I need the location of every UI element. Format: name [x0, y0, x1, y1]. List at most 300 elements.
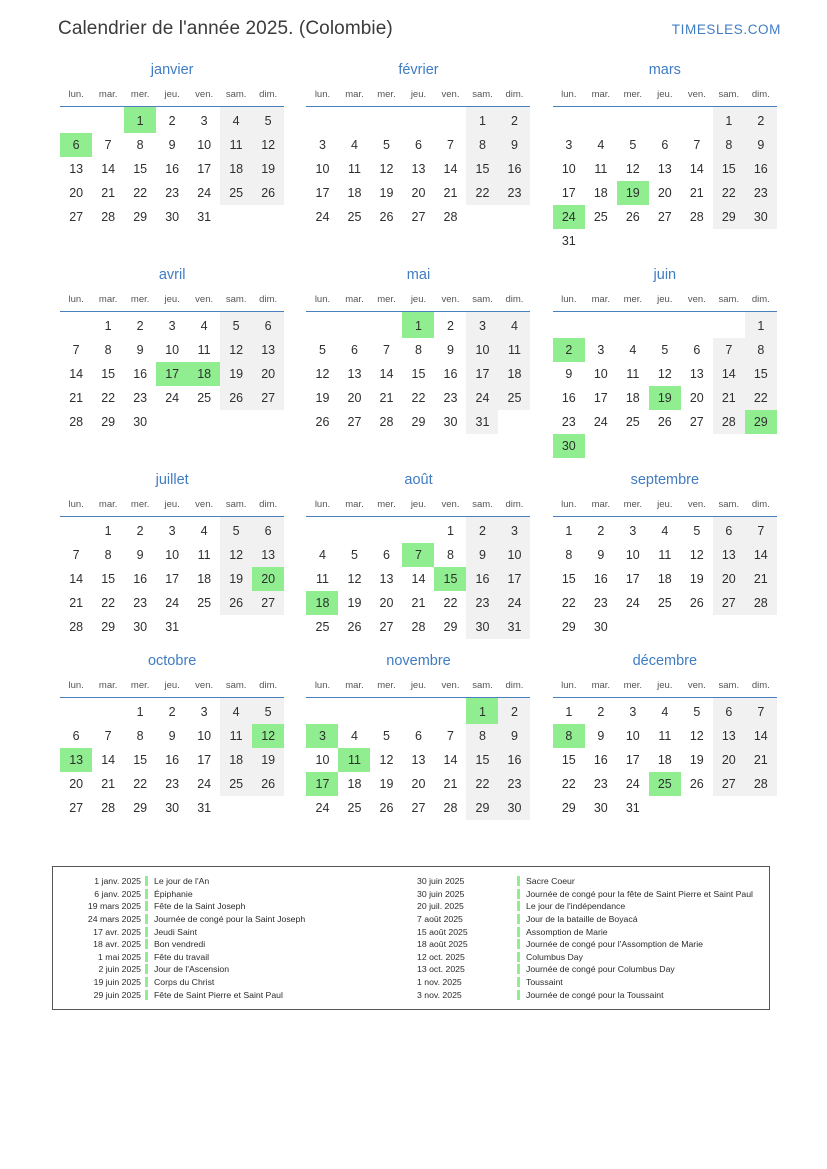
day-cell[interactable]: 8 — [745, 338, 777, 362]
day-cell[interactable]: 6 — [415, 729, 422, 743]
day-cell[interactable]: 22 — [133, 777, 148, 791]
day-cell[interactable]: 31 — [197, 210, 212, 224]
day-cell[interactable]: 12 — [625, 162, 640, 176]
day-cell[interactable]: 25 — [220, 772, 252, 796]
day-cell[interactable]: 23 — [165, 186, 180, 200]
day-cell[interactable]: 7 — [104, 729, 112, 743]
day-cell[interactable]: 29 — [466, 796, 498, 820]
day-cell[interactable]: 17 — [197, 162, 212, 176]
day-cell[interactable]: 28 — [379, 415, 394, 429]
day-cell[interactable]: 10 — [197, 138, 212, 152]
day-cell[interactable]: 6 — [713, 698, 745, 725]
day-cell[interactable]: 10 — [561, 162, 576, 176]
day-cell[interactable]: 20 — [69, 186, 84, 200]
day-cell[interactable]: 26 — [252, 181, 284, 205]
day-cell[interactable]: 5 — [252, 698, 284, 725]
day-cell[interactable]: 9 — [168, 138, 176, 152]
day-cell[interactable]: 5 — [383, 729, 390, 743]
day-cell[interactable]: 19 — [689, 753, 704, 767]
day-cell[interactable]: 29 — [101, 620, 116, 634]
day-cell[interactable]: 9 — [597, 548, 605, 562]
day-cell[interactable]: 15 — [411, 367, 426, 381]
day-cell[interactable]: 10 — [165, 343, 180, 357]
day-cell[interactable]: 16 — [165, 162, 180, 176]
day-cell[interactable]: 22 — [713, 181, 745, 205]
day-cell[interactable]: 6 — [351, 343, 358, 357]
day-cell[interactable]: 28 — [443, 801, 458, 815]
day-cell[interactable]: 3 — [200, 114, 208, 128]
day-cell[interactable]: 24 — [498, 591, 530, 615]
day-cell[interactable]: 18 — [498, 362, 530, 386]
day-cell[interactable]: 13 — [657, 162, 672, 176]
day-cell[interactable]: 10 — [315, 162, 330, 176]
day-cell-holiday[interactable]: 2 — [553, 338, 585, 362]
day-cell[interactable]: 27 — [411, 210, 426, 224]
day-cell[interactable]: 13 — [411, 753, 426, 767]
day-cell[interactable]: 24 — [165, 596, 180, 610]
day-cell[interactable]: 20 — [689, 391, 704, 405]
day-cell[interactable]: 15 — [713, 157, 745, 181]
day-cell[interactable]: 11 — [594, 162, 608, 176]
day-cell[interactable]: 23 — [561, 415, 576, 429]
day-cell[interactable]: 23 — [498, 772, 530, 796]
day-cell[interactable]: 4 — [319, 548, 326, 562]
day-cell[interactable]: 15 — [561, 572, 576, 586]
day-cell[interactable]: 25 — [347, 210, 362, 224]
day-cell[interactable]: 5 — [693, 705, 701, 719]
day-cell[interactable]: 16 — [133, 572, 148, 586]
day-cell[interactable]: 6 — [415, 138, 422, 152]
day-cell-holiday[interactable]: 30 — [553, 434, 585, 458]
day-cell[interactable]: 20 — [69, 777, 84, 791]
day-cell[interactable]: 5 — [629, 138, 637, 152]
day-cell[interactable]: 2 — [136, 319, 144, 333]
day-cell[interactable]: 6 — [713, 517, 745, 544]
day-cell[interactable]: 26 — [220, 591, 252, 615]
day-cell[interactable]: 5 — [220, 312, 252, 339]
day-cell[interactable]: 2 — [597, 524, 605, 538]
day-cell[interactable]: 18 — [347, 186, 362, 200]
day-cell[interactable]: 25 — [657, 596, 672, 610]
day-cell-holiday[interactable]: 1 — [466, 698, 498, 725]
day-cell[interactable]: 26 — [220, 386, 252, 410]
day-cell[interactable]: 24 — [466, 386, 498, 410]
day-cell[interactable]: 21 — [443, 777, 458, 791]
day-cell[interactable]: 31 — [197, 801, 212, 815]
day-cell[interactable]: 9 — [466, 543, 498, 567]
day-cell[interactable]: 17 — [466, 362, 498, 386]
day-cell[interactable]: 6 — [383, 548, 390, 562]
day-cell[interactable]: 19 — [220, 362, 252, 386]
day-cell[interactable]: 21 — [745, 567, 777, 591]
day-cell[interactable]: 1 — [745, 312, 777, 339]
day-cell[interactable]: 1 — [104, 319, 112, 333]
day-cell[interactable]: 9 — [168, 729, 176, 743]
day-cell[interactable]: 14 — [69, 572, 84, 586]
day-cell[interactable]: 17 — [165, 572, 180, 586]
day-cell[interactable]: 26 — [625, 210, 640, 224]
day-cell[interactable]: 16 — [466, 567, 498, 591]
day-cell[interactable]: 31 — [466, 410, 498, 434]
day-cell[interactable]: 7 — [383, 343, 390, 357]
day-cell[interactable]: 27 — [411, 801, 426, 815]
day-cell[interactable]: 6 — [252, 517, 284, 544]
day-cell[interactable]: 24 — [197, 777, 212, 791]
day-cell[interactable]: 28 — [101, 210, 116, 224]
day-cell[interactable]: 14 — [745, 724, 777, 748]
day-cell-holiday[interactable]: 3 — [306, 724, 338, 748]
day-cell[interactable]: 26 — [689, 596, 704, 610]
day-cell[interactable]: 25 — [347, 801, 362, 815]
day-cell[interactable]: 21 — [745, 748, 777, 772]
day-cell-holiday[interactable]: 17 — [156, 362, 188, 386]
day-cell[interactable]: 4 — [629, 343, 637, 357]
day-cell[interactable]: 27 — [689, 415, 704, 429]
day-cell[interactable]: 13 — [411, 162, 426, 176]
day-cell[interactable]: 23 — [593, 596, 608, 610]
day-cell[interactable]: 10 — [315, 753, 330, 767]
day-cell[interactable]: 21 — [379, 391, 394, 405]
day-cell[interactable]: 19 — [689, 572, 704, 586]
day-cell[interactable]: 23 — [745, 181, 777, 205]
day-cell[interactable]: 22 — [101, 596, 116, 610]
day-cell[interactable]: 8 — [136, 138, 144, 152]
day-cell[interactable]: 11 — [220, 133, 252, 157]
day-cell[interactable]: 3 — [200, 705, 208, 719]
day-cell[interactable]: 4 — [661, 705, 669, 719]
day-cell[interactable]: 2 — [745, 107, 777, 134]
day-cell[interactable]: 28 — [69, 415, 84, 429]
day-cell[interactable]: 17 — [197, 753, 212, 767]
day-cell[interactable]: 28 — [101, 801, 116, 815]
day-cell[interactable]: 20 — [379, 596, 394, 610]
day-cell[interactable]: 5 — [252, 107, 284, 134]
day-cell[interactable]: 15 — [133, 162, 148, 176]
day-cell[interactable]: 19 — [379, 186, 394, 200]
day-cell[interactable]: 1 — [565, 705, 573, 719]
day-cell[interactable]: 4 — [351, 138, 358, 152]
day-cell[interactable]: 12 — [220, 543, 252, 567]
day-cell[interactable]: 9 — [498, 133, 530, 157]
day-cell-holiday[interactable]: 17 — [306, 772, 338, 796]
day-cell[interactable]: 9 — [136, 548, 144, 562]
day-cell[interactable]: 5 — [693, 524, 701, 538]
day-cell[interactable]: 17 — [593, 391, 608, 405]
day-cell[interactable]: 23 — [498, 181, 530, 205]
day-cell[interactable]: 29 — [411, 415, 426, 429]
day-cell[interactable]: 1 — [565, 524, 573, 538]
day-cell[interactable]: 26 — [657, 415, 672, 429]
day-cell[interactable]: 14 — [713, 362, 745, 386]
day-cell-holiday[interactable]: 13 — [60, 748, 92, 772]
day-cell[interactable]: 13 — [713, 724, 745, 748]
day-cell[interactable]: 24 — [625, 596, 640, 610]
day-cell[interactable]: 14 — [69, 367, 84, 381]
day-cell[interactable]: 19 — [252, 748, 284, 772]
day-cell[interactable]: 2 — [168, 114, 176, 128]
day-cell[interactable]: 30 — [466, 615, 498, 639]
day-cell[interactable]: 14 — [689, 162, 704, 176]
day-cell[interactable]: 24 — [593, 415, 608, 429]
day-cell[interactable]: 4 — [351, 729, 358, 743]
day-cell[interactable]: 9 — [136, 343, 144, 357]
day-cell[interactable]: 13 — [252, 338, 284, 362]
day-cell[interactable]: 28 — [713, 410, 745, 434]
day-cell[interactable]: 2 — [597, 705, 605, 719]
day-cell[interactable]: 23 — [593, 777, 608, 791]
day-cell[interactable]: 9 — [745, 133, 777, 157]
day-cell[interactable]: 28 — [745, 772, 777, 796]
day-cell[interactable]: 31 — [498, 615, 530, 639]
day-cell[interactable]: 16 — [745, 157, 777, 181]
day-cell[interactable]: 14 — [101, 753, 116, 767]
day-cell[interactable]: 4 — [498, 312, 530, 339]
day-cell[interactable]: 13 — [69, 162, 84, 176]
day-cell[interactable]: 31 — [625, 801, 640, 815]
day-cell[interactable]: 29 — [443, 620, 458, 634]
day-cell[interactable]: 3 — [498, 517, 530, 544]
day-cell[interactable]: 12 — [379, 162, 394, 176]
day-cell[interactable]: 10 — [625, 548, 640, 562]
day-cell[interactable]: 21 — [69, 391, 84, 405]
day-cell[interactable]: 10 — [197, 729, 212, 743]
day-cell[interactable]: 27 — [347, 415, 362, 429]
day-cell[interactable]: 3 — [168, 319, 176, 333]
day-cell[interactable]: 12 — [315, 367, 330, 381]
day-cell[interactable]: 11 — [658, 548, 672, 562]
day-cell[interactable]: 13 — [689, 367, 704, 381]
day-cell[interactable]: 28 — [745, 591, 777, 615]
day-cell[interactable]: 18 — [220, 157, 252, 181]
day-cell[interactable]: 21 — [443, 186, 458, 200]
day-cell[interactable]: 30 — [498, 796, 530, 820]
day-cell[interactable]: 10 — [498, 543, 530, 567]
day-cell[interactable]: 16 — [165, 753, 180, 767]
day-cell-holiday[interactable]: 18 — [188, 362, 220, 386]
day-cell[interactable]: 20 — [713, 748, 745, 772]
day-cell[interactable]: 29 — [101, 415, 116, 429]
day-cell[interactable]: 24 — [165, 391, 180, 405]
day-cell[interactable]: 7 — [447, 138, 454, 152]
day-cell[interactable]: 13 — [713, 543, 745, 567]
day-cell[interactable]: 5 — [220, 517, 252, 544]
day-cell[interactable]: 19 — [379, 777, 394, 791]
day-cell[interactable]: 9 — [565, 367, 573, 381]
day-cell[interactable]: 30 — [165, 210, 180, 224]
day-cell[interactable]: 23 — [165, 777, 180, 791]
day-cell[interactable]: 30 — [133, 415, 148, 429]
day-cell[interactable]: 14 — [411, 572, 426, 586]
day-cell[interactable]: 24 — [315, 801, 330, 815]
day-cell-holiday[interactable]: 8 — [553, 724, 585, 748]
day-cell[interactable]: 19 — [315, 391, 330, 405]
day-cell[interactable]: 8 — [713, 133, 745, 157]
day-cell[interactable]: 27 — [252, 386, 284, 410]
day-cell[interactable]: 23 — [133, 596, 148, 610]
day-cell[interactable]: 12 — [689, 729, 704, 743]
day-cell[interactable]: 22 — [561, 596, 576, 610]
day-cell-holiday[interactable]: 1 — [124, 107, 156, 134]
day-cell[interactable]: 16 — [443, 367, 458, 381]
day-cell-holiday[interactable]: 7 — [402, 543, 434, 567]
day-cell-holiday[interactable]: 19 — [617, 181, 649, 205]
day-cell[interactable]: 14 — [379, 367, 394, 381]
day-cell[interactable]: 4 — [661, 524, 669, 538]
day-cell[interactable]: 8 — [466, 133, 498, 157]
day-cell[interactable]: 7 — [745, 698, 777, 725]
day-cell[interactable]: 30 — [133, 620, 148, 634]
day-cell[interactable]: 14 — [745, 543, 777, 567]
day-cell[interactable]: 4 — [220, 107, 252, 134]
day-cell[interactable]: 14 — [443, 162, 458, 176]
day-cell[interactable]: 4 — [200, 319, 208, 333]
day-cell[interactable]: 13 — [347, 367, 362, 381]
day-cell[interactable]: 14 — [443, 753, 458, 767]
day-cell[interactable]: 1 — [136, 705, 144, 719]
day-cell[interactable]: 4 — [200, 524, 208, 538]
day-cell[interactable]: 26 — [379, 801, 394, 815]
day-cell[interactable]: 2 — [466, 517, 498, 544]
day-cell[interactable]: 9 — [447, 343, 454, 357]
day-cell[interactable]: 7 — [104, 138, 112, 152]
day-cell[interactable]: 12 — [379, 753, 394, 767]
day-cell[interactable]: 21 — [69, 596, 84, 610]
day-cell[interactable]: 6 — [72, 729, 80, 743]
day-cell[interactable]: 24 — [197, 186, 212, 200]
day-cell[interactable]: 21 — [411, 596, 426, 610]
day-cell[interactable]: 12 — [252, 133, 284, 157]
day-cell[interactable]: 19 — [220, 567, 252, 591]
day-cell[interactable]: 1 — [104, 524, 112, 538]
day-cell[interactable]: 7 — [447, 729, 454, 743]
day-cell[interactable]: 12 — [347, 572, 362, 586]
day-cell[interactable]: 28 — [689, 210, 704, 224]
day-cell[interactable]: 16 — [133, 367, 148, 381]
day-cell-holiday[interactable]: 29 — [745, 410, 777, 434]
day-cell[interactable]: 9 — [597, 729, 605, 743]
day-cell[interactable]: 23 — [133, 391, 148, 405]
day-cell[interactable]: 5 — [383, 138, 390, 152]
day-cell[interactable]: 22 — [101, 391, 116, 405]
day-cell[interactable]: 11 — [315, 572, 329, 586]
day-cell-holiday[interactable]: 12 — [252, 724, 284, 748]
day-cell[interactable]: 10 — [466, 338, 498, 362]
day-cell[interactable]: 3 — [597, 343, 605, 357]
day-cell[interactable]: 6 — [252, 312, 284, 339]
day-cell[interactable]: 22 — [466, 772, 498, 796]
day-cell[interactable]: 29 — [713, 205, 745, 229]
day-cell[interactable]: 1 — [466, 107, 498, 134]
day-cell[interactable]: 20 — [657, 186, 672, 200]
day-cell[interactable]: 7 — [745, 517, 777, 544]
day-cell[interactable]: 18 — [347, 777, 362, 791]
day-cell[interactable]: 14 — [101, 162, 116, 176]
day-cell[interactable]: 11 — [347, 162, 361, 176]
day-cell[interactable]: 22 — [561, 777, 576, 791]
day-cell[interactable]: 13 — [379, 572, 394, 586]
day-cell[interactable]: 26 — [689, 777, 704, 791]
brand-logo[interactable]: TIMESLES.COM — [671, 22, 781, 37]
day-cell[interactable]: 17 — [498, 567, 530, 591]
day-cell[interactable]: 4 — [220, 698, 252, 725]
day-cell[interactable]: 15 — [745, 362, 777, 386]
day-cell[interactable]: 16 — [593, 572, 608, 586]
day-cell[interactable]: 30 — [745, 205, 777, 229]
day-cell[interactable]: 22 — [745, 386, 777, 410]
day-cell[interactable]: 28 — [411, 620, 426, 634]
day-cell[interactable]: 28 — [443, 210, 458, 224]
day-cell[interactable]: 3 — [565, 138, 573, 152]
day-cell[interactable]: 27 — [657, 210, 672, 224]
day-cell[interactable]: 25 — [593, 210, 608, 224]
day-cell-holiday[interactable]: 24 — [553, 205, 585, 229]
day-cell[interactable]: 29 — [561, 620, 576, 634]
day-cell[interactable]: 16 — [498, 157, 530, 181]
day-cell[interactable]: 26 — [315, 415, 330, 429]
day-cell[interactable]: 28 — [69, 620, 84, 634]
day-cell[interactable]: 13 — [252, 543, 284, 567]
day-cell[interactable]: 16 — [498, 748, 530, 772]
day-cell[interactable]: 10 — [165, 548, 180, 562]
day-cell[interactable]: 11 — [197, 548, 211, 562]
day-cell[interactable]: 15 — [466, 157, 498, 181]
day-cell-holiday[interactable]: 11 — [338, 748, 370, 772]
day-cell[interactable]: 3 — [629, 524, 637, 538]
day-cell[interactable]: 1 — [447, 524, 454, 538]
day-cell[interactable]: 29 — [561, 801, 576, 815]
day-cell[interactable]: 21 — [101, 777, 116, 791]
day-cell[interactable]: 12 — [689, 548, 704, 562]
day-cell[interactable]: 11 — [626, 367, 640, 381]
day-cell[interactable]: 8 — [104, 548, 112, 562]
day-cell[interactable]: 7 — [713, 338, 745, 362]
day-cell[interactable]: 25 — [197, 596, 212, 610]
day-cell[interactable]: 20 — [713, 567, 745, 591]
day-cell-holiday[interactable]: 1 — [402, 312, 434, 339]
day-cell[interactable]: 12 — [220, 338, 252, 362]
day-cell[interactable]: 25 — [625, 415, 640, 429]
day-cell[interactable]: 6 — [661, 138, 669, 152]
day-cell[interactable]: 2 — [168, 705, 176, 719]
day-cell[interactable]: 23 — [443, 391, 458, 405]
day-cell[interactable]: 26 — [347, 620, 362, 634]
day-cell[interactable]: 21 — [101, 186, 116, 200]
day-cell[interactable]: 2 — [498, 698, 530, 725]
day-cell[interactable]: 30 — [593, 620, 608, 634]
day-cell[interactable]: 18 — [220, 748, 252, 772]
day-cell[interactable]: 8 — [466, 724, 498, 748]
day-cell[interactable]: 22 — [133, 186, 148, 200]
day-cell[interactable]: 26 — [379, 210, 394, 224]
day-cell[interactable]: 5 — [319, 343, 326, 357]
day-cell[interactable]: 31 — [165, 620, 180, 634]
day-cell[interactable]: 3 — [168, 524, 176, 538]
day-cell[interactable]: 11 — [220, 724, 252, 748]
day-cell[interactable]: 17 — [625, 753, 640, 767]
day-cell[interactable]: 15 — [101, 572, 116, 586]
day-cell[interactable]: 2 — [136, 524, 144, 538]
day-cell[interactable]: 25 — [315, 620, 330, 634]
day-cell[interactable]: 31 — [561, 234, 576, 248]
day-cell[interactable]: 11 — [498, 338, 530, 362]
day-cell[interactable]: 29 — [133, 801, 148, 815]
day-cell[interactable]: 27 — [69, 210, 84, 224]
day-cell[interactable]: 18 — [657, 572, 672, 586]
day-cell[interactable]: 30 — [443, 415, 458, 429]
day-cell-holiday[interactable]: 25 — [649, 772, 681, 796]
day-cell[interactable]: 23 — [466, 591, 498, 615]
day-cell[interactable]: 10 — [593, 367, 608, 381]
